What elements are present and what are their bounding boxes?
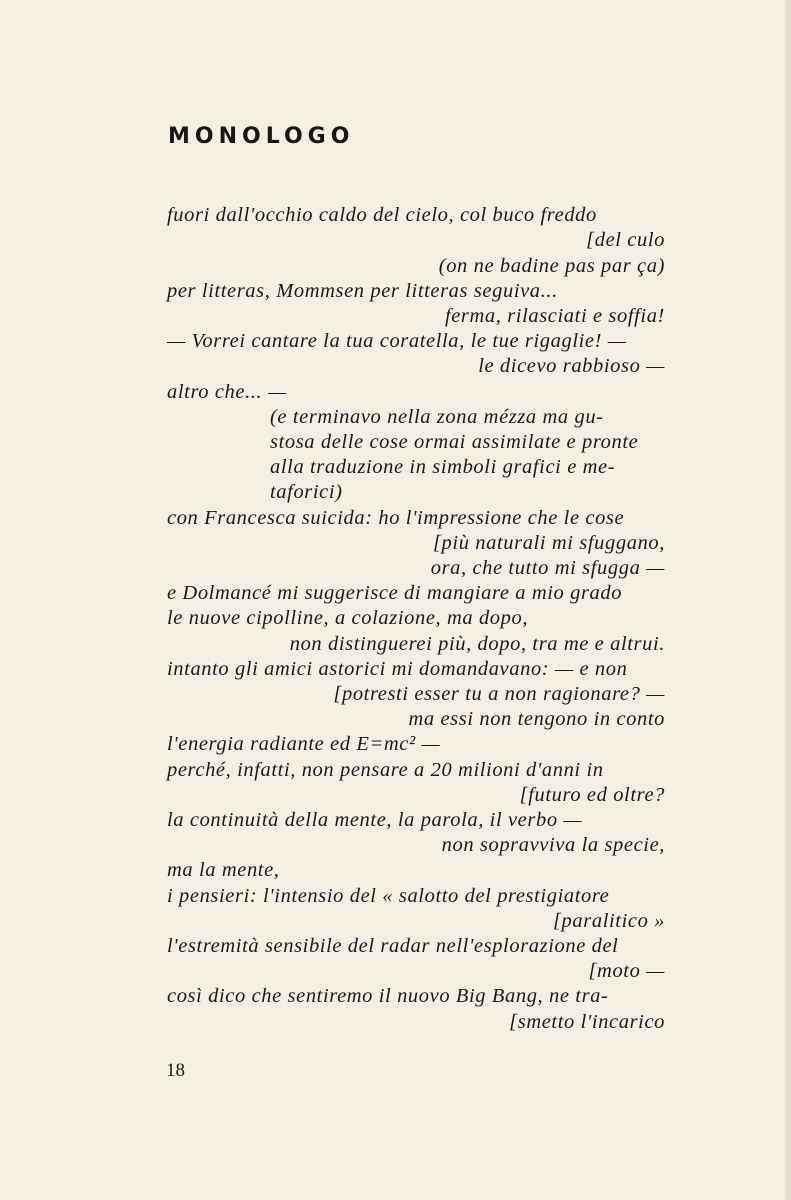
page-title: MONOLOGO <box>168 124 355 149</box>
poem-line: così dico che sentiremo il nuovo Big Bang, ne tra- <box>167 985 609 1007</box>
poem-line: stosa delle cose ormai assimilate e pronte <box>270 431 639 453</box>
poem-line: con Francesca suicida: ho l'impressione che le cose <box>167 507 625 529</box>
poem-line: per litteras, Mommsen per litteras seguiva... <box>167 280 558 302</box>
poem-line: alla traduzione in simboli grafici e me- <box>270 456 616 478</box>
poem-line: non sopravviva la specie, <box>441 834 665 856</box>
poem-line: [più naturali mi sfuggano, <box>432 532 665 554</box>
poem-line: taforici) <box>270 481 343 503</box>
poem-line: ma essi non tengono in conto <box>408 708 665 730</box>
poem-line: — Vorrei cantare la tua coratella, le tue rigaglie! — <box>167 330 627 352</box>
poem-line: non distinguerei più, dopo, tra me e altrui. <box>289 633 665 655</box>
poem-line: (on ne badine pas par ça) <box>438 255 665 277</box>
poem-line: [smetto l'incarico <box>509 1011 665 1033</box>
poem-line: [potresti esser tu a non ragionare? — <box>333 683 665 705</box>
poem-line: le nuove cipolline, a colazione, ma dopo, <box>167 607 529 629</box>
poem-line: [paralitico » <box>552 910 665 932</box>
poem-line: intanto gli amici astorici mi domandavano: — e non <box>167 658 628 680</box>
poem-line: [moto — <box>588 960 665 982</box>
poem-line: ferma, rilasciati e soffia! <box>444 305 665 327</box>
poem-line: perché, infatti, non pensare a 20 milioni d'anni in <box>167 759 604 781</box>
poem-line: l'energia radiante ed E=mc² — <box>167 733 441 755</box>
poem-line: [futuro ed oltre? <box>519 784 665 806</box>
poem-line: le dicevo rabbioso — <box>478 355 665 377</box>
poem-line: altro che... — <box>167 381 287 403</box>
page-number: 18 <box>166 1060 185 1081</box>
poem-line: fuori dall'occhio caldo del cielo, col buco freddo <box>167 204 597 226</box>
poem-line: (e terminavo nella zona mézza ma gu- <box>270 406 604 428</box>
poem-line: ma la mente, <box>167 859 280 881</box>
poem-line: la continuità della mente, la parola, il verbo — <box>167 809 583 831</box>
poem-line: e Dolmancé mi suggerisce di mangiare a mio grado <box>167 582 623 604</box>
poem-line: i pensieri: l'intensio del « salotto del prestigiatore <box>167 885 610 907</box>
poem-line: l'estremità sensibile del radar nell'esplorazione del <box>167 935 619 957</box>
poem-line: [del culo <box>586 229 665 251</box>
poem-line: ora, che tutto mi sfugga — <box>430 557 665 579</box>
